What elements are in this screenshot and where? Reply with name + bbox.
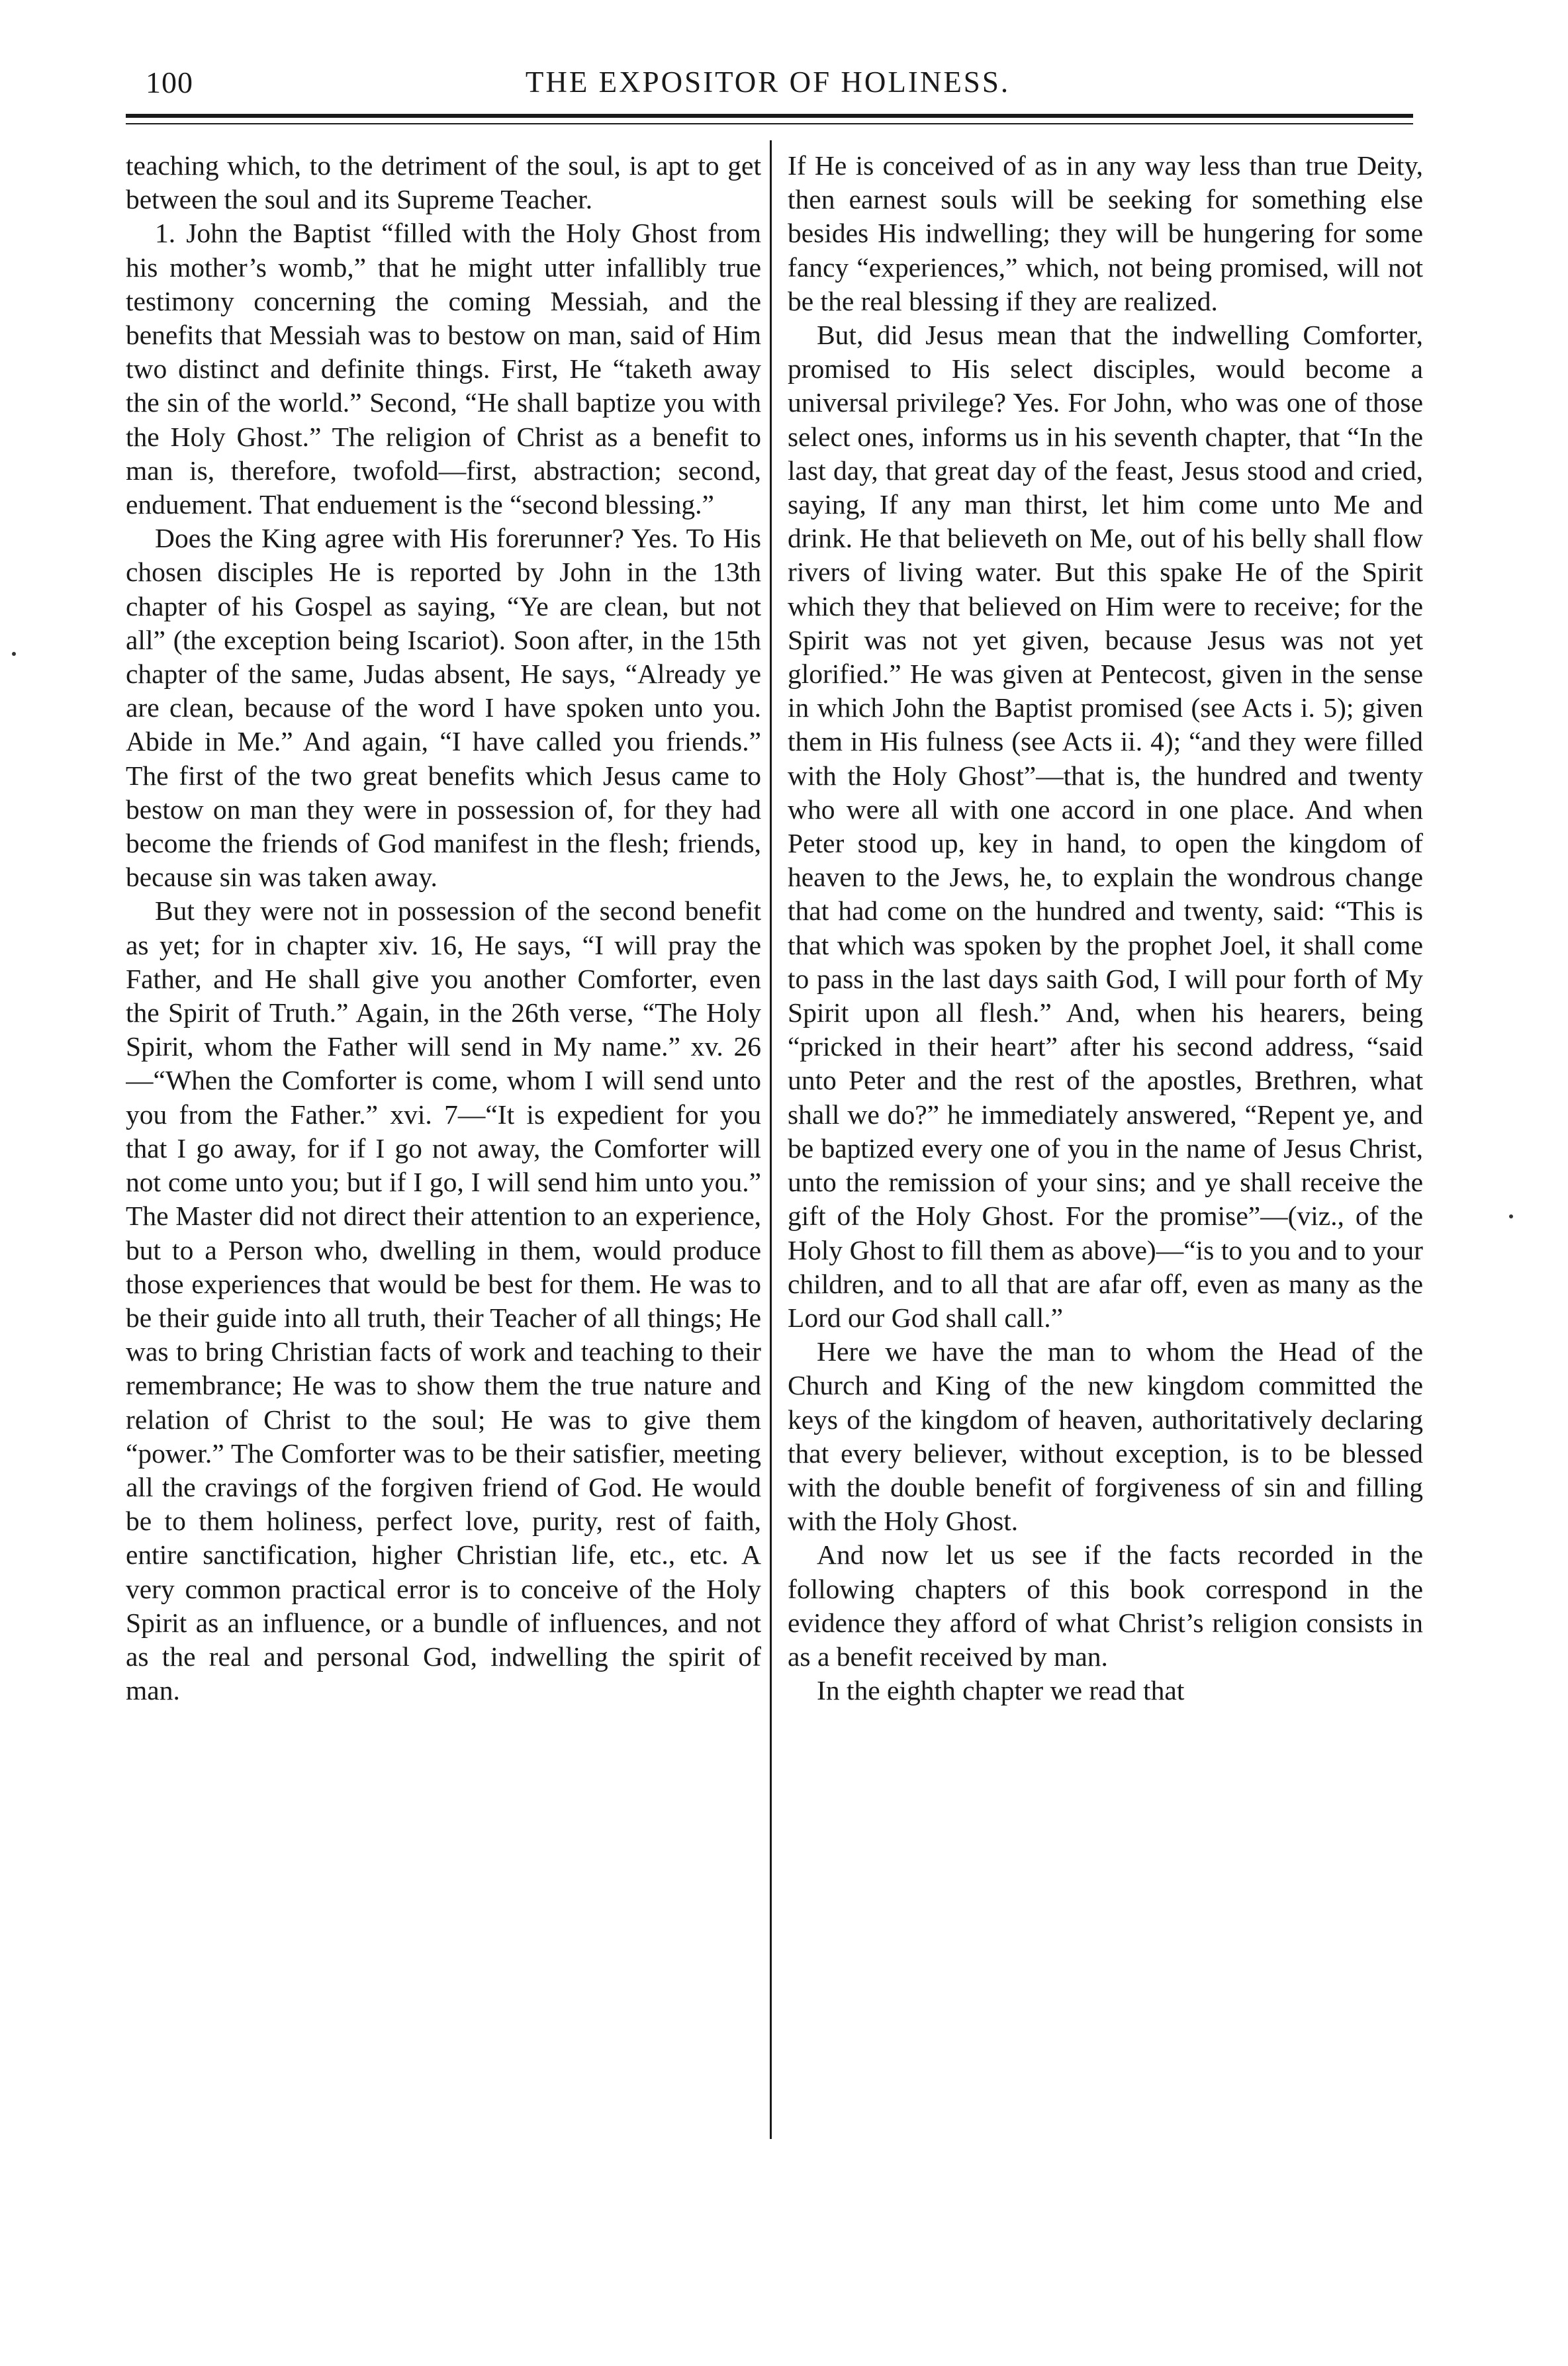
paragraph: teaching which, to the detriment of the soul, is apt to get between the soul and its Supreme Teacher.	[126, 150, 761, 215]
paragraph: If He is conceived of as in any way less than true Deity, then earnest souls will be seeking for something else besides His indwelling; they will be hungering for some fancy “experiences,” which, not being promised, will not be the real blessing if they are realized.	[788, 150, 1423, 316]
header-rule-thick	[126, 114, 1413, 118]
paragraph: But, did Jesus mean that the indwelling Comforter, promised to His select disciples, would become a universal privilege? Yes. For John, who was one of those select ones, informs us in his seventh chapter, that “In the last day, that great day of the feast, Jesus stood and cried, saying, If any man thirst, let him come unto Me and drink. He that believeth on Me, out of his belly shall flow rivers of living water. But this spake He of the Spirit which they that believed on Him were to receive; for the Spirit was not yet given, because Jesus was not yet glorified.” He was given at Pentecost, given in the sense in which John the Baptist promised (see Acts i. 5); given them in His fulness (see Acts ii. 4); “and they were filled with the Holy Ghost”—that is, the hundred and twenty who were all with one accord in one place. And when Peter stood up, key in hand, to open the kingdom of heaven to the Jews, he, to explain the wondrous change that had come on the hundred and twenty, said: “This is that which was spoken by the prophet Joel, it shall come to pass in the last days saith God, I will pour forth of My Spirit upon all flesh.” And, when his hearers, being “pricked in their heart” after his second address, “said unto Peter and the rest of the apostles, Brethren, what shall we do?” he immediately answered, “Repent ye, and be baptized every one of you in the name of Jesus Christ, unto the remission of your sins; and ye shall receive the gift of the Holy Ghost. For the promise”—(viz., of the Holy Ghost to fill them as above)—“is to you and to your children, and to all that are afar off, even as many as the Lord our God shall call.”	[788, 320, 1423, 1333]
page-header	[126, 65, 1410, 111]
right-column	[788, 149, 1423, 2161]
paragraph: And now let us see if the facts recorded in the following chapters of this book correspond in the evidence they afford of what Christ’s religion consists in as a benefit received by man.	[788, 1539, 1423, 1672]
paragraph: 1. John the Baptist “filled with the Holy Ghost from his mother’s womb,” that he might utter infallibly true testimony concerning the coming Messiah, and the benefits that Messiah was to bestow on man, said of Him two distinct and definite things. First, He “taketh away the sin of the world.” Second, “He shall baptize you with the Holy Ghost.” The religion of Christ as a benefit to man is, therefore, twofold—first, abstraction; second, enduement. That enduement is the “second blessing.”	[126, 218, 761, 520]
margin-speck	[1509, 1214, 1513, 1218]
paragraph: But they were not in possession of the second benefit as yet; for in chapter xiv. 16, He says, “I will pray the Father, and He shall give you another Comforter, even the Spirit of Truth.” Again, in the 26th verse, “The Holy Spirit, whom the Father will send in My name.” xv. 26—“When the Comforter is come, whom I will send unto you from the Father.” xvi. 7—“It is expedient for you that I go away, for if I go not away, the Comforter will not come unto you; but if I go, I will send him unto you.” The Master did not direct their attention to an experience, but to a Person who, dwelling in them, would produce those experiences that would be best for them. He was to be their guide into all truth, their Teacher of all things; He was to bring Christian facts of work and teaching to their remembrance; He was to show them the true nature and relation of Christ to the soul; He was to give them “power.” The Comforter was to be their satisfier, meeting all the cravings of the forgiven friend of God. He would be to them holiness, perfect love, purity, rest of faith, entire sanctification, higher Christian life, etc., etc. A very common practical error is to conceive of the Holy Spirit as an influence, or a bundle of influences, and not as the real and personal God, indwelling the spirit of man.	[126, 895, 761, 1706]
paragraph: Here we have the man to whom the Head of the Church and King of the new kingdom committed the keys of the kingdom of heaven, authoritatively declaring that every believer, without exception, is to be blessed with the double benefit of forgiveness of sin and filling with the Holy Ghost.	[788, 1336, 1423, 1537]
left-column	[126, 149, 761, 2161]
column-divider	[770, 140, 772, 2139]
margin-speck	[12, 652, 16, 656]
running-title: THE EXPOSITOR OF HOLINESS.	[525, 66, 1011, 99]
page-number: 100	[146, 66, 193, 99]
header-rule-thin	[126, 123, 1413, 124]
paragraph: In the eighth chapter we read that	[817, 1675, 1185, 1706]
paragraph: Does the King agree with His forerunner? Yes. To His chosen disciples He is reported by John in the 13th chapter of his Gospel as saying, “Ye are clean, but not all” (the exception being Iscariot). Soon after, in the 15th chapter of the same, Judas absent, He says, “Already ye are clean, because of the word I have spoken unto you. Abide in Me.” And again, “I have called you friends.” The first of the two great benefits which Jesus came to bestow on man they were in possession of, for they had become the friends of God manifest in the flesh; friends, because sin was taken away.	[126, 523, 761, 893]
